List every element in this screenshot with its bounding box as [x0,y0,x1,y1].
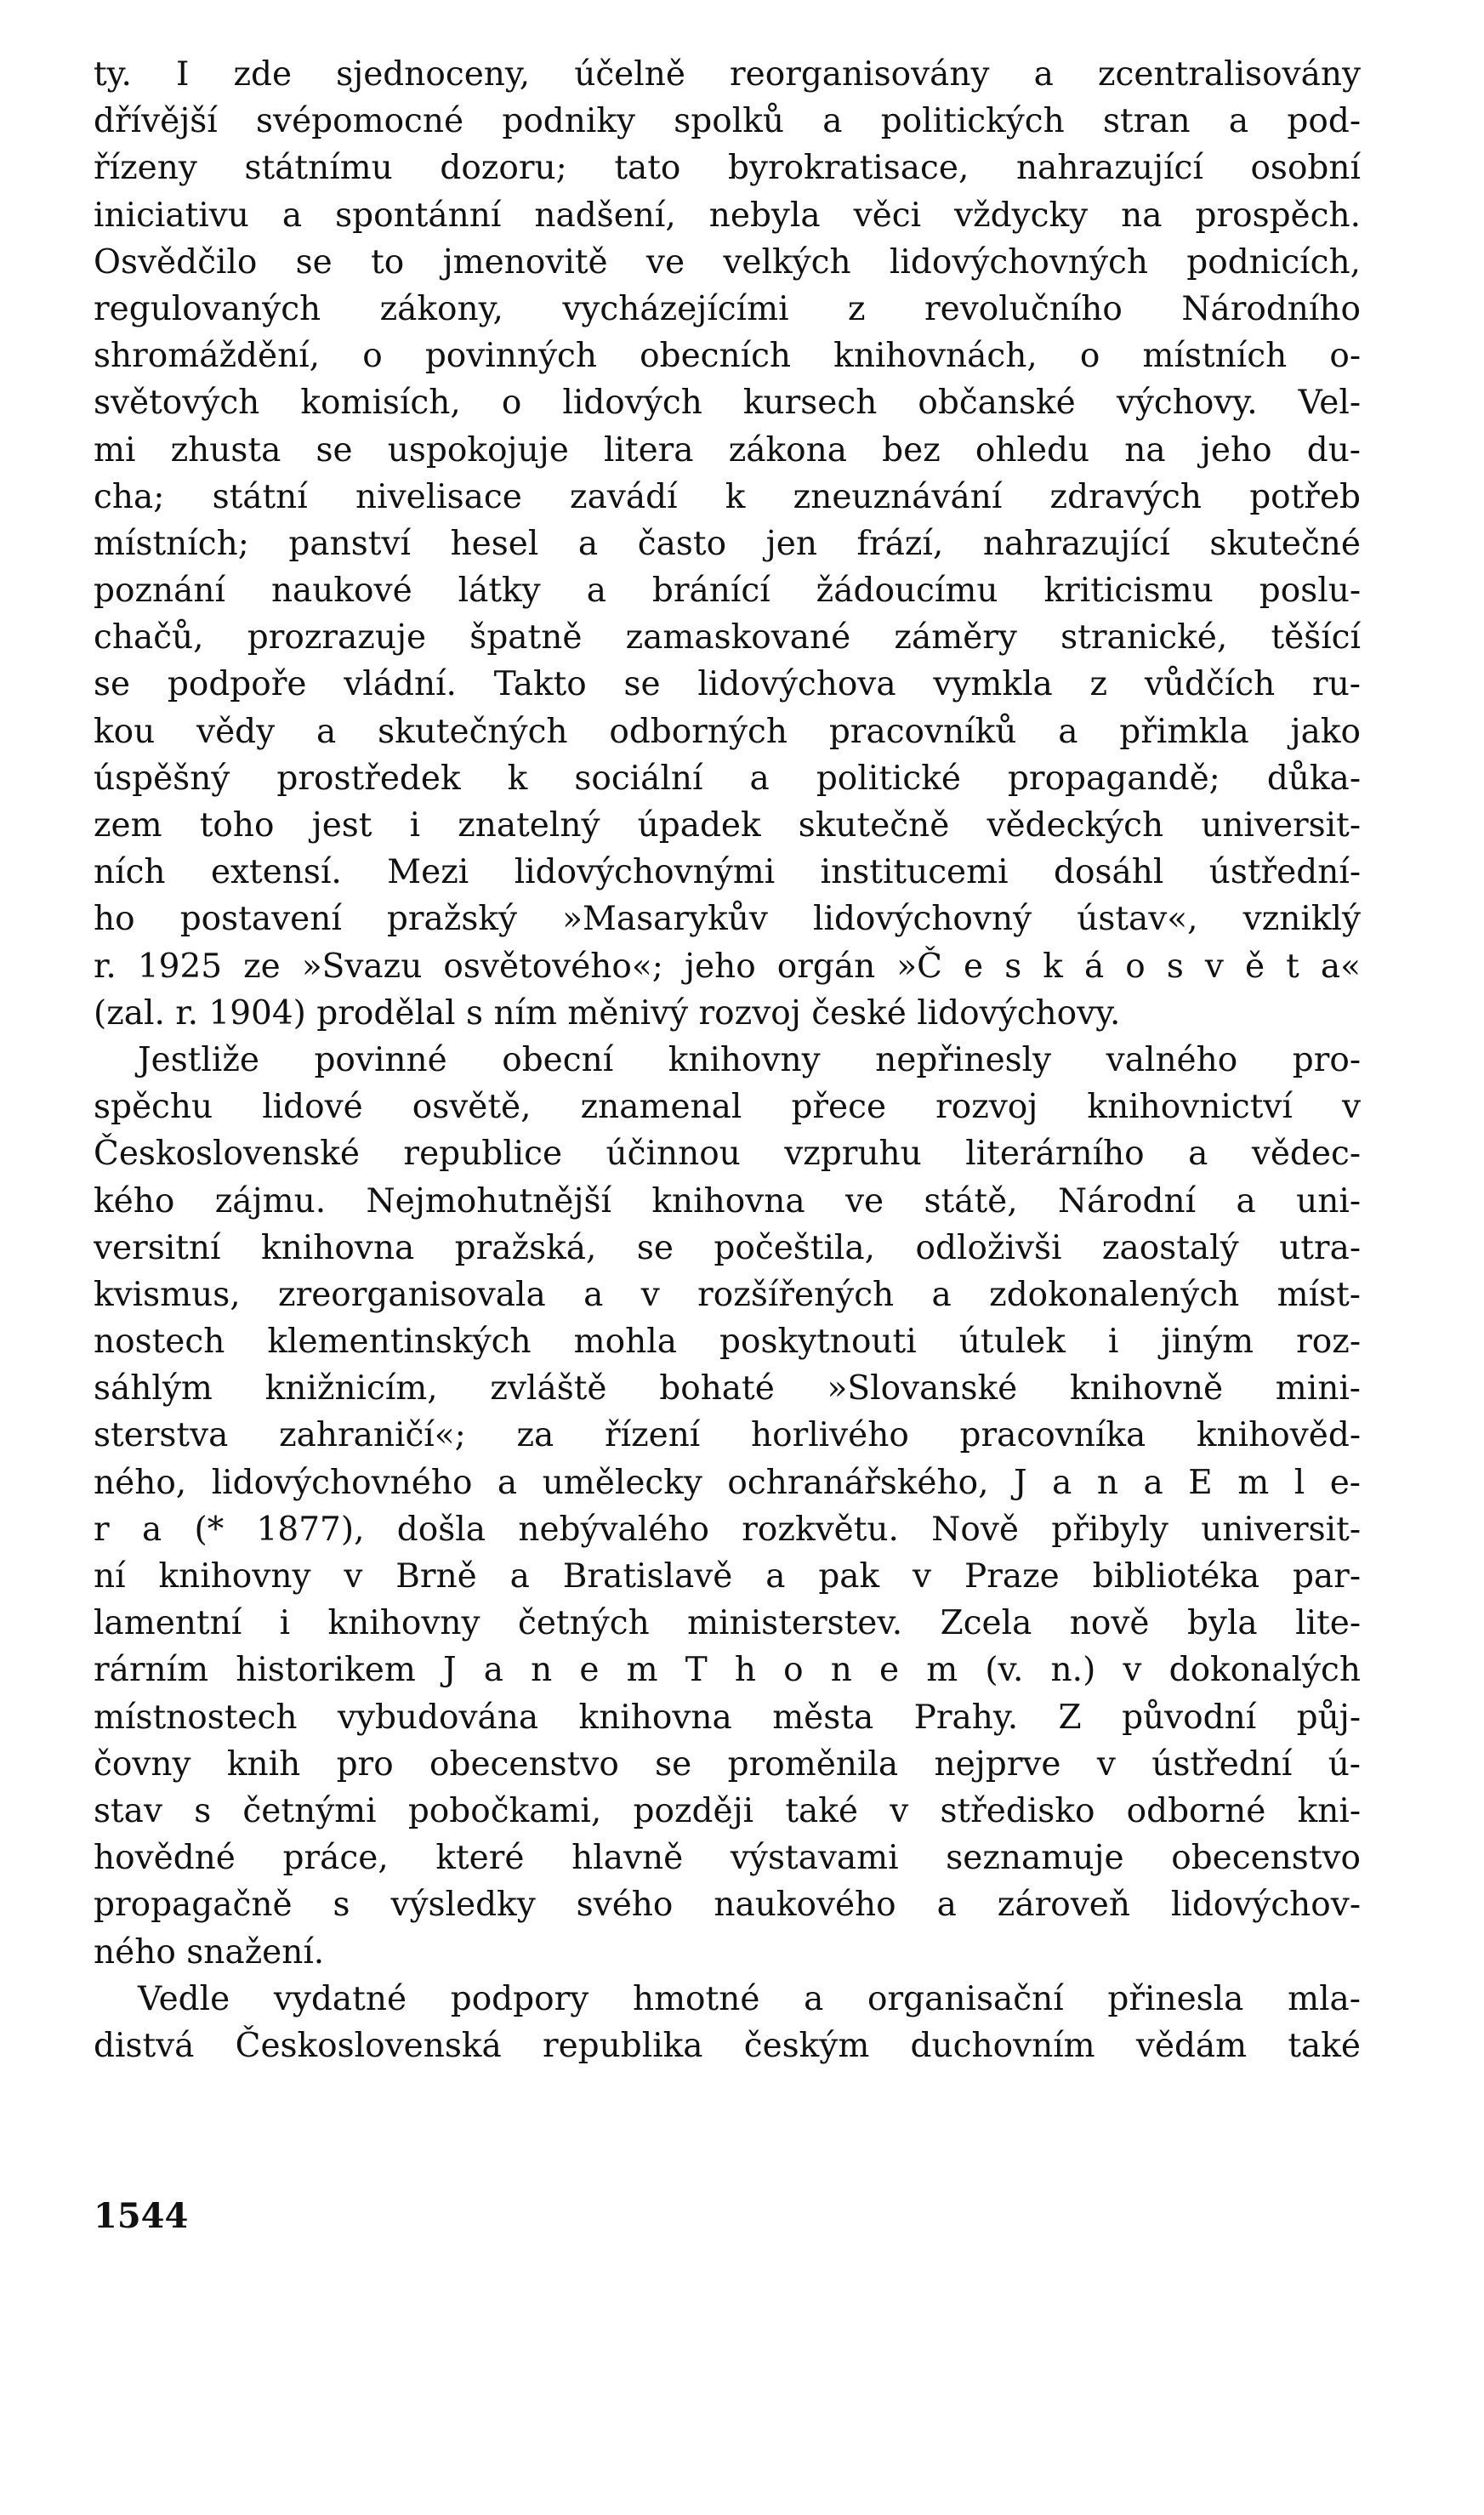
text-line: řízeny státnímu dozoru; tato byrokratisace, nahrazující osobní [94,149,1361,188]
text-line: r. 1925 ze »Svazu osvětového«; jeho orgán »Č e s k á o s v ě t a« [94,947,1361,986]
text-line: ty. I zde sjednoceny, účelně reorganisovány a zcentralisovány [94,55,1361,94]
text-line: propagačně s výsledky svého naukového a zároveň lidovýchov- [94,1886,1361,1925]
text-line: distvá Československá republika českým duchovním vědám také [94,2026,1361,2065]
text-line: shromáždění, o povinných obecních knihovnách, o místních o- [94,337,1361,376]
text-line: dřívější svépomocné podniky spolků a politických stran a pod- [94,102,1361,141]
text-line: spěchu lidové osvětě, znamenal přece rozvoj knihovnictví v [94,1088,1361,1127]
text-line: čovny knih pro obecenstvo se proměnila nejprve v ústřední ú- [94,1744,1361,1784]
text-line: světových komisích, o lidových kursech občanské výchovy. Vel- [94,384,1361,423]
text-line: zem toho jest i znatelný úpadek skutečně vědeckých universit- [94,806,1361,845]
paragraph-1 [94,51,1361,1037]
text-line: sáhlým knižnicím, zvláště bohaté »Slovanské knihovně mini- [94,1369,1361,1408]
paragraph-2 [94,1037,1361,1976]
text-line: ného snažení. [94,1932,325,1972]
page-number: 1544 [94,2196,189,2236]
text-line: ného, lidovýchovného a umělecky ochranářského, J a n a E m l e- [94,1463,1361,1502]
text-line: Osvědčilo se to jmenovitě ve velkých lidovýchovných podnicích, [94,242,1361,282]
text-line: místnostech vybudována knihovna města Prahy. Z původní půj- [94,1698,1361,1737]
page-body [94,51,1361,2069]
text-line: cha; státní nivelisace zavádí k zneuznávání zdravých potřeb [94,477,1361,516]
text-line: ho postavení pražský »Masarykův lidovýchovný ústav«, vzniklý [94,900,1361,939]
text-line: stav s četnými pobočkami, později také v středisko odborné kni- [94,1791,1361,1830]
text-line: ní knihovny v Brně a Bratislavě a pak v Praze bibliotéka par- [94,1557,1361,1596]
text-line: (zal. r. 1904) prodělal s ním měnivý rozvoj české lidovýchovy. [94,993,1121,1033]
paragraph-3 [94,1976,1361,2069]
text-line: kvismus, zreorganisovala a v rozšířených a zdokonalených míst- [94,1275,1361,1314]
text-line: úspěšný prostředek k sociální a politické propagandě; důka- [94,759,1361,798]
text-line: versitní knihovna pražská, se počeštila, odloživši zaostalý utra- [94,1228,1361,1267]
text-line: lamentní i knihovny četných ministerstev. Zcela nově byla lite- [94,1604,1361,1643]
text-line: Vedle vydatné podpory hmotné a organisační přinesla mla- [138,1979,1361,2018]
text-line: místních; panství hesel a často jen frází, nahrazující skutečné [94,524,1361,563]
text-line: rárním historikem J a n e m T h o n e m (v. n.) v dokonalých [94,1651,1361,1690]
text-line: kého zájmu. Nejmohutnější knihovna ve státě, Národní a uni- [94,1181,1361,1221]
text-line: ních extensí. Mezi lidovýchovnými institucemi dosáhl ústřední- [94,853,1361,892]
text-line: regulovaných zákony, vycházejícími z revolučního Národního [94,289,1361,328]
text-line: mi zhusta se uspokojuje litera zákona bez ohledu na jeho du- [94,430,1361,469]
text-line: hovědné práce, které hlavně výstavami seznamuje obecenstvo [94,1839,1361,1878]
text-line: nostech klementinských mohla poskytnouti útulek i jiným roz- [94,1323,1361,1362]
text-line: sterstva zahraničí«; za řízení horlivého pracovníka knihověd- [94,1416,1361,1455]
text-line: Jestliže povinné obecní knihovny nepřinesly valného pro- [138,1040,1361,1079]
text-line: kou vědy a skutečných odborných pracovníků a přimkla jako [94,712,1361,751]
text-line: poznání naukové látky a bránící žádoucímu kriticismu poslu- [94,572,1361,611]
text-line: iniciativu a spontánní nadšení, nebyla věci vždycky na prospěch. [94,196,1361,235]
text-line: chačů, prozrazuje špatně zamaskované záměry stranické, těšící [94,618,1361,657]
text-line: r a (* 1877), došla nebývalého rozkvětu. Nově přibyly universit- [94,1510,1361,1549]
text-line: se podpoře vládní. Takto se lidovýchova vymkla z vůdčích ru- [94,665,1361,704]
text-line: Československé republice účinnou vzpruhu literárního a vědec- [94,1135,1361,1174]
